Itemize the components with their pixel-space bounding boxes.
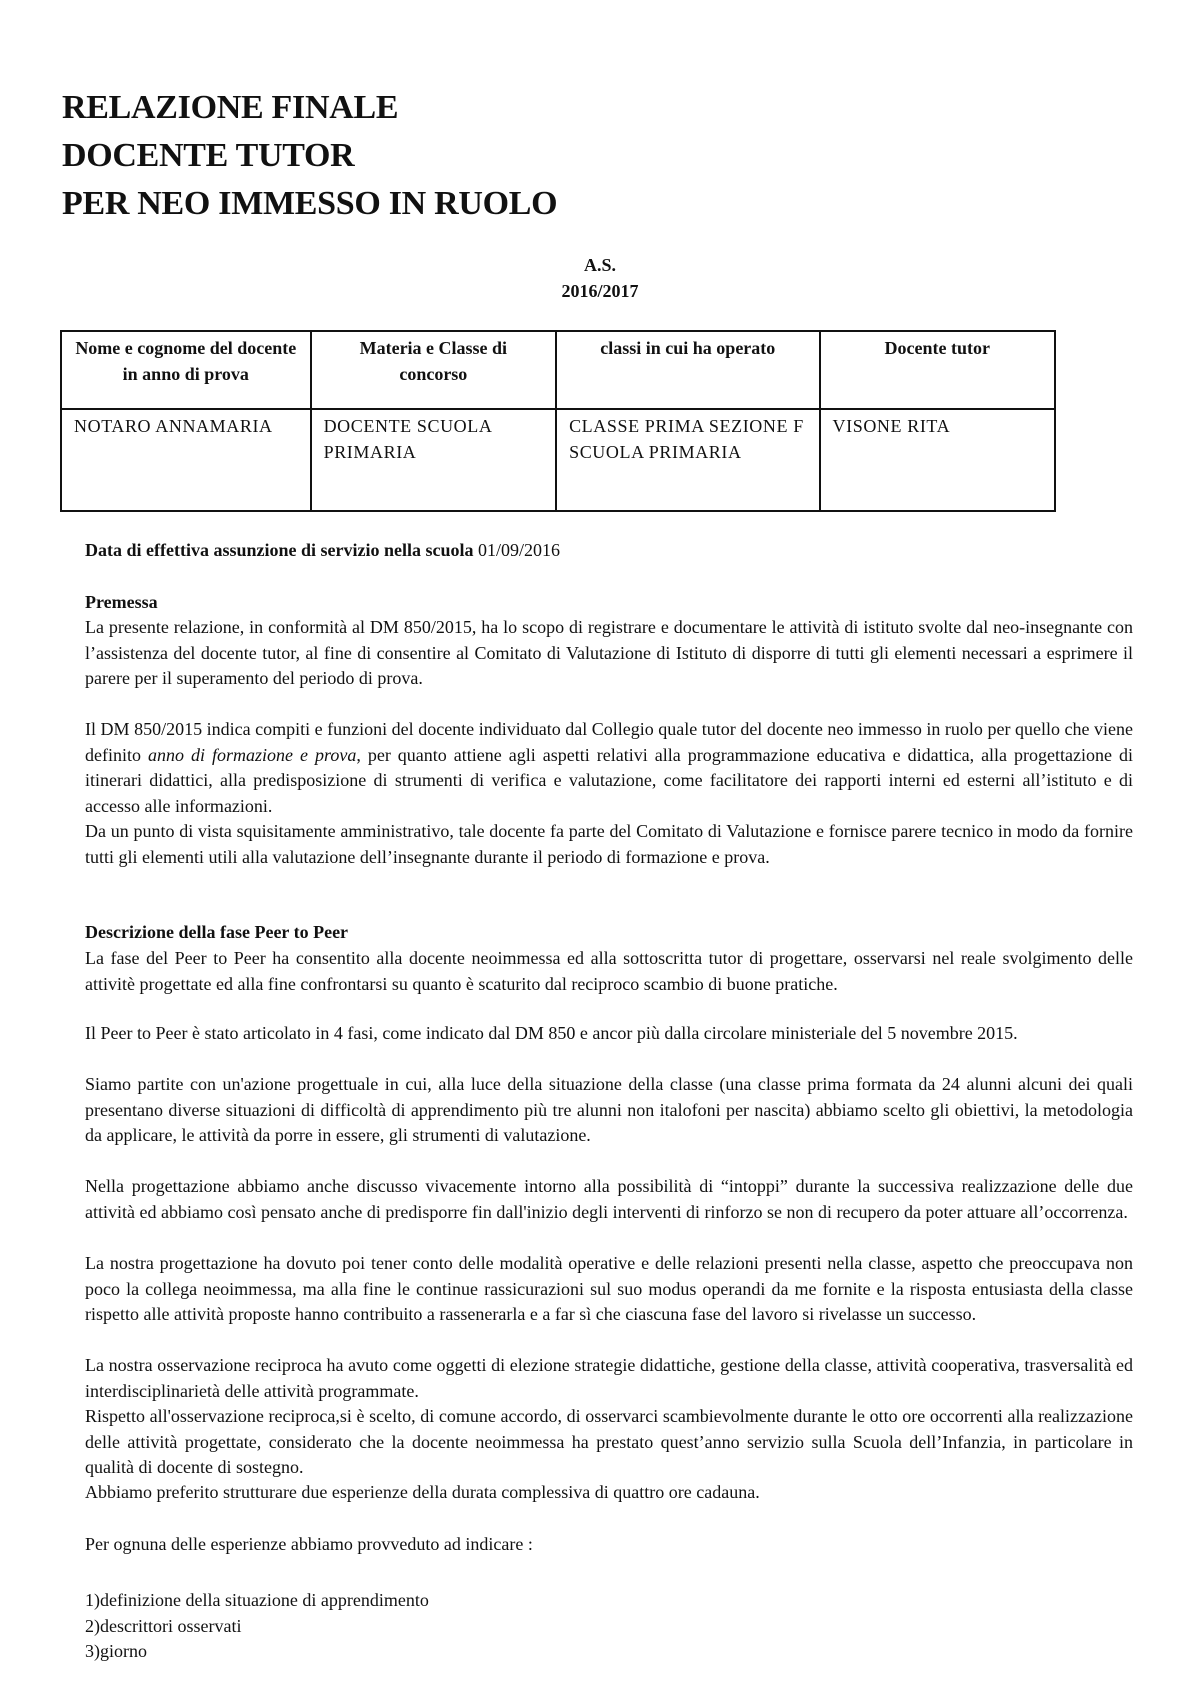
premessa-paragraph-1: La presente relazione, in conformità al DM 850/2015, ha lo scopo di registrare e documentare le attività di istituto svolte dal neo-insegnante con l’assistenza del docente tutor, al fine di consentire al Comitato di Valutazione di Istituto di disporre di tutti gli elementi necessari a esprimere il parere per il superamento del periodo di prova.: [85, 617, 1133, 688]
header-nome: Nome e cognome del docente in anno di prova: [61, 331, 311, 409]
premessa-heading: Premessa: [85, 592, 158, 612]
school-year-value: 2016/2017: [561, 281, 639, 301]
cell-materia: DOCENTE SCUOLA PRIMARIA: [311, 409, 557, 511]
info-table: [60, 330, 1056, 512]
esperienze-list: [85, 1588, 429, 1665]
school-year-label: A.S.: [583, 255, 616, 275]
peer-paragraph-3: Siamo partite con un'azione progettuale in cui, alla luce della situazione della classe (una classe prima formata da 24 alunni alcuni dei quali presentano diverse situazioni di difficoltà di apprendimento più tre alunni non italofoni per nascita) abbiamo scelto gli obiettivi, la metodologia da applicare, le attività da porre in essere, gli strumenti di valutazione.: [85, 1074, 1133, 1145]
peer-paragraph-6: La nostra osservazione reciproca ha avuto come oggetti di elezione strategie didattiche, gestione della classe, attività cooperativa, trasversalità ed interdisciplinarietà delle attività programmate.: [85, 1355, 1133, 1401]
title-line-2: DOCENTE TUTOR: [62, 137, 355, 174]
peer-paragraph-5: La nostra progettazione ha dovuto poi tener conto delle modalità operative e delle relazioni presenti nella classe, aspetto che preoccupava non poco la collega neoimmessa, ma alla fine le continue rassicurazioni sul suo modus operandi da me fornite e la risposta entusiasta della classe rispetto alle attività proposte hanno contribuito a rassenerarla e a far sì che ciascuna fase del lavoro si rivelasse un successo.: [85, 1253, 1133, 1324]
premessa-p2-start: Il DM 850/2015 indica compiti e funzioni del docente individuato dal Collegio quale tutor del docente neo immesso in ruolo per quello che viene definito: [85, 719, 1133, 765]
assunzione-date: 01/09/2016: [477, 540, 560, 560]
list-item: 3)giorno: [85, 1641, 147, 1661]
list-item: 2)descrittori osservati: [85, 1615, 242, 1636]
premessa-paragraph-2: [85, 717, 1133, 819]
peer-paragraph-1: La fase del Peer to Peer ha consentito alla docente neoimmessa ed alla sottoscritta tutor di progettare, osservarsi nel reale svolgimento delle attivitè progettate ed alla fine confrontarsi su quanto è scaturito dal reciproco scambio di buone pratiche.: [85, 948, 1133, 994]
peer-paragraph-9: Per ognuna delle esperienze abbiamo provveduto ad indicare :: [85, 1534, 533, 1554]
header-classi: classi in cui ha operato: [556, 331, 819, 409]
title-line-3: PER NEO IMMESSO IN RUOLO: [62, 185, 558, 222]
premessa-p2-end: , per quanto attiene agli aspetti relativi alla programmazione educativa e didattica, alla progettazione di itinerari didattici, alla predisposizione di strumenti di verifica e valutazione, come facilitatore dei rapporti interni ed esterni all’istituto e di accesso alle informazioni.: [85, 744, 1133, 816]
assunzione-line: [85, 538, 1133, 564]
list-item: 1)definizione della situazione di apprendimento: [85, 1590, 429, 1610]
peer-paragraph-8: Abbiamo preferito strutturare due esperienze della durata complessiva di quattro ore cadauna.: [85, 1482, 760, 1502]
header-docente-tutor: Docente tutor: [820, 331, 1055, 409]
document-title: [62, 84, 557, 228]
peer-paragraph-2: Il Peer to Peer è stato articolato in 4 fasi, come indicato dal DM 850 e ancor più dalla circolare ministeriale del 5 novembre 2015.: [85, 1023, 1018, 1043]
cell-nome: NOTARO ANNAMARIA: [61, 409, 311, 511]
title-line-1: RELAZIONE FINALE: [62, 89, 399, 126]
peer-heading: Descrizione della fase Peer to Peer: [85, 922, 349, 942]
cell-docente-tutor: VISONE RITA: [820, 409, 1055, 511]
assunzione-label: Data di effettiva assunzione di servizio nella scuola: [85, 540, 474, 560]
peer-paragraph-4: Nella progettazione abbiamo anche discusso vivacemente intorno alla possibilità di “intoppi” durante la successiva realizzazione delle due attività ed abbiamo così pensato anche di predisporre fin dall'inizio degli interventi di rinforzo se non di recupero da poter attuare all’occorrenza.: [85, 1176, 1133, 1222]
cell-classi: CLASSE PRIMA SEZIONE F SCUOLA PRIMARIA: [556, 409, 819, 511]
header-materia: Materia e Classe di concorso: [311, 331, 557, 409]
premessa-p2-emphasis: anno di formazione e prova: [148, 744, 357, 765]
info-table-row: [61, 409, 1055, 511]
info-table-header-row: [61, 331, 1055, 409]
premessa-paragraph-3: Da un punto di vista squisitamente amministrativo, tale docente fa parte del Comitato di Valutazione e fornisce parere tecnico in modo da fornire tutti gli elementi utili alla valutazione dell’insegnante durante il periodo di formazione e prova.: [85, 821, 1133, 867]
peer-paragraph-7: Rispetto all'osservazione reciproca,si è scelto, di comune accordo, di osservarci scambievolmente durante le otto ore occorrenti alla realizzazione delle attività progettate, considerato che la docente neoimmessa ha prestato quest’anno servizio sulla Scuola dell’Infanzia, in particolare in qualità di docente di sostegno.: [85, 1406, 1133, 1477]
